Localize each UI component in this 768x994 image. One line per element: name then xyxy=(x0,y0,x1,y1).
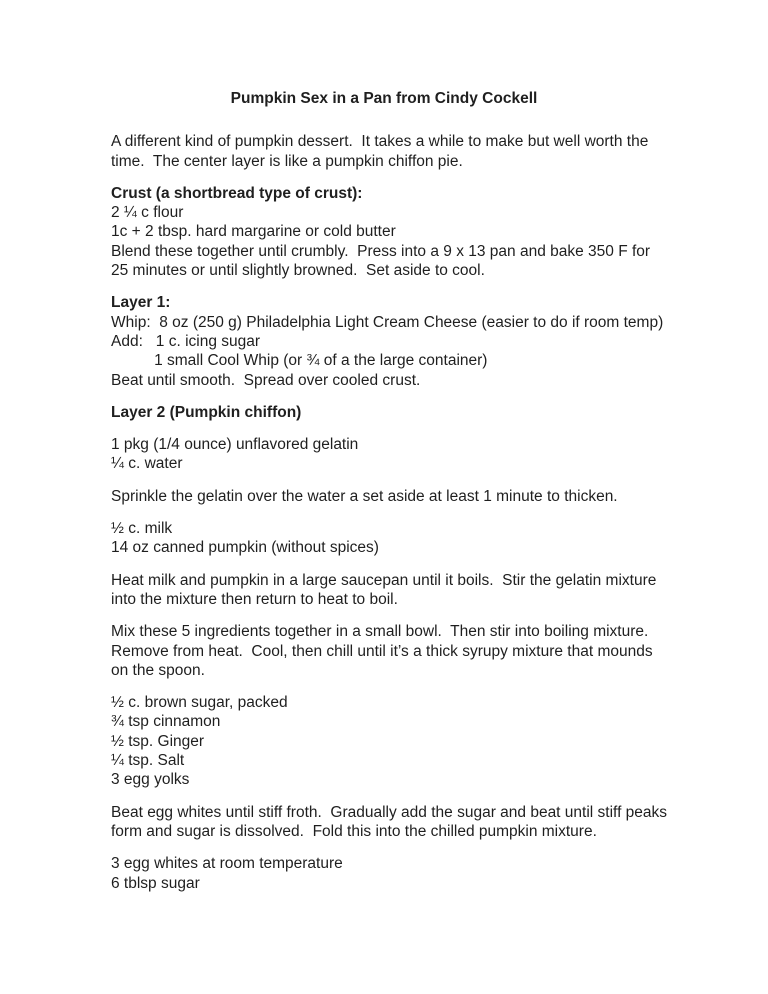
paragraph-gelatin-ingredients xyxy=(111,435,657,474)
text-line: 1 small Cool Whip (or ¾ of a the large container) xyxy=(111,352,488,370)
text-line: time. The center layer is like a pumpkin chiffon pie. xyxy=(111,152,463,170)
text-line: Remove from heat. Cool, then chill until it’s a thick syrupy mixture that mounds xyxy=(111,642,653,660)
text-line: 3 egg whites at room temperature xyxy=(111,855,343,873)
section-heading: Layer 1: xyxy=(111,294,171,312)
text-line: Beat egg whites until stiff froth. Gradually add the sugar and beat until stiff peaks xyxy=(111,803,668,821)
text-line: 2 ¼ c flour xyxy=(111,204,184,222)
text-line: Heat milk and pumpkin in a large saucepan until it boils. Stir the gelatin mixture xyxy=(111,571,657,589)
text-line: Blend these together until crumbly. Press into a 9 x 13 pan and bake 350 F for xyxy=(111,242,651,260)
text-line: 6 tblsp sugar xyxy=(111,874,200,892)
text-line: Beat until smooth. Spread over cooled crust. xyxy=(111,371,421,389)
text-line: ¾ tsp cinnamon xyxy=(111,713,221,731)
text-line: 1c + 2 tbsp. hard margarine or cold butter xyxy=(111,223,396,241)
paragraph-heat-step xyxy=(111,571,657,610)
text-line: 3 egg yolks xyxy=(111,771,190,789)
text-line: ¼ tsp. Salt xyxy=(111,752,185,770)
text-line: 14 oz canned pumpkin (without spices) xyxy=(111,539,379,557)
paragraph-intro xyxy=(111,132,657,171)
paragraph-spice-ingredients xyxy=(111,693,657,789)
text-line: Sprinkle the gelatin over the water a set aside at least 1 minute to thicken. xyxy=(111,487,618,505)
paragraph-milk-pumpkin-ingredients xyxy=(111,519,657,558)
text-line: A different kind of pumpkin dessert. It takes a while to make but well worth the xyxy=(111,133,649,151)
text-line: into the mixture then return to heat to boil. xyxy=(111,590,398,608)
section-heading: Crust (a shortbread type of crust): xyxy=(111,184,363,202)
section-heading: Layer 2 (Pumpkin chiffon) xyxy=(111,403,302,421)
paragraph-layer-1 xyxy=(111,293,664,389)
text-line: Add: 1 c. icing sugar xyxy=(111,332,261,350)
text-line: ½ c. milk xyxy=(111,520,173,538)
text-line: ½ c. brown sugar, packed xyxy=(111,694,288,712)
paragraph-crust xyxy=(111,184,657,280)
document xyxy=(111,132,668,893)
paragraph-mix-step xyxy=(111,622,657,680)
paragraph-sprinkle-step xyxy=(111,487,657,506)
text-line: Whip: 8 oz (250 g) Philadelphia Light Cream Cheese (easier to do if room temp) xyxy=(111,313,664,331)
text-line: ½ tsp. Ginger xyxy=(111,732,205,750)
text-line: on the spoon. xyxy=(111,661,205,679)
text-line: 1 pkg (1/4 ounce) unflavored gelatin xyxy=(111,436,359,454)
page-title: Pumpkin Sex in a Pan from Cindy Cockell xyxy=(230,90,538,107)
paragraph-layer-2-heading xyxy=(111,403,657,422)
text-line: 25 minutes or until slightly browned. Set aside to cool. xyxy=(111,262,485,280)
text-line: ¼ c. water xyxy=(111,455,183,473)
text-line: Mix these 5 ingredients together in a small bowl. Then stir into boiling mixture. xyxy=(111,623,649,641)
paragraph-beat-step xyxy=(111,803,668,842)
paragraph-egg-white-ingredients xyxy=(111,854,657,893)
text-line: form and sugar is dissolved. Fold this into the chilled pumpkin mixture. xyxy=(111,822,597,840)
